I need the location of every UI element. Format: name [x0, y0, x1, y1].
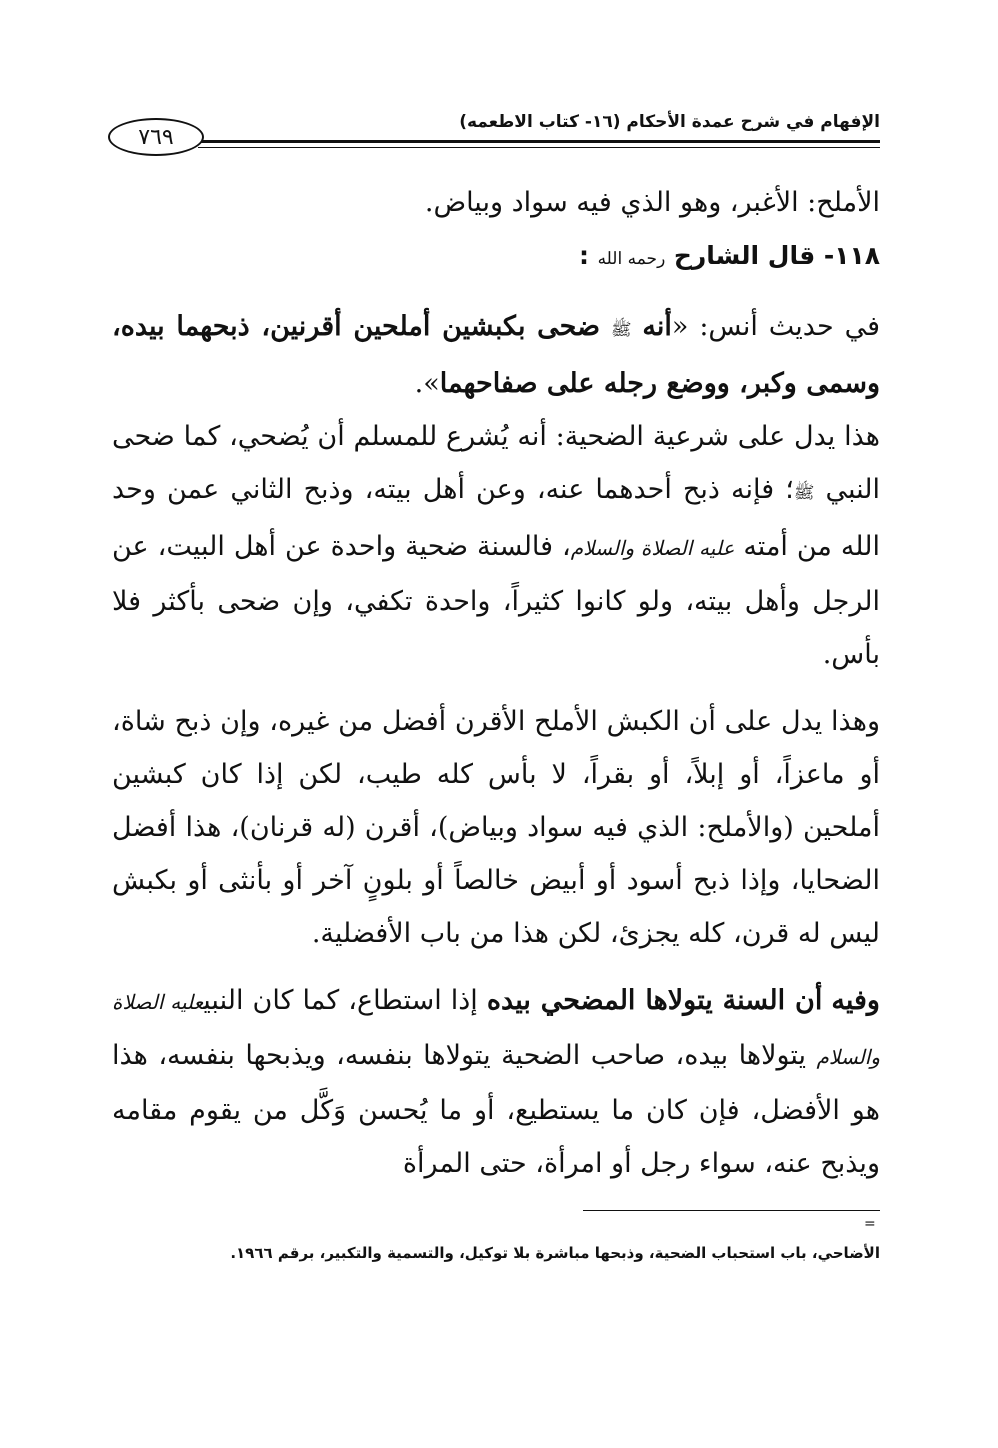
hadith-intro: في حديث أنس: « [671, 311, 880, 342]
explanation-b: ؛ فإنه ذبح أحدهما عنه، وعن أهل بيته، وذبح الثاني عمن وحد الله من أمته [112, 474, 880, 562]
footnote-continuation-mark: = [864, 1216, 876, 1232]
salla-glyph-2: ﷺ [793, 483, 815, 503]
paragraph-explanation [112, 410, 880, 681]
honorific-rahimahullah: رحمه الله [597, 249, 666, 269]
paragraph-best-sacrifice [112, 695, 880, 960]
heading-text: قال الشارح [673, 241, 816, 270]
paragraph-definition [112, 176, 880, 229]
hadith-text: ضحى بكبشين أملحين أقرنين، ذبحهما بيده، وسمى وكبر، ووضع رجله على صفاحهما [112, 311, 880, 399]
footnote-rule [583, 1210, 880, 1211]
paragraph-hadith [112, 300, 880, 410]
paragraph-self-slaughter [112, 974, 880, 1190]
footnote-text: الأضاحي، باب استحباب الضحية، وذبحها مباشرة بلا توكيل، والتسمية والتكبير، برقم ١٩٦٦. [230, 1244, 880, 1262]
page-number: ٧٦٩ [108, 118, 204, 156]
best-sacrifice-text: وهذا يدل على أن الكبش الأملح الأقرن أفضل من غيره، وإن ذبح شاة، أو ماعزاً، أو إبلاً، أو بقراً، لا بأس كله طيب، لكن إذا كان كبشين أملحين (والأملح: الذي فيه سواد وبياض)، أقرن (له قرنان)، هذا أفضل الضحايا، وإذا ذبح أسود أو أبيض خالصاً أو بلونٍ آخر أو بأنثى أو بكبش ليس له قرن، كله يجزئ، لكن هذا من باب الأفضلية. [112, 706, 880, 949]
self-slaughter-bold: أن السنة يتولاها المضحي بيده [486, 985, 823, 1016]
book-title: الإفهام في شرح عمدة الأحكام (١٦- كتاب الاطعمه) [459, 112, 880, 132]
heading-colon: : [578, 241, 589, 270]
self-slaughter-b: يتولاها بيده، صاحب الضحية يتولاها بنفسه، ويذبحها بنفسه، هذا هو الأفضل، فإن كان ما يستطيع، أو ما يُحسن وَكَّل من يقوم مقامه ويذبح عنه، سواء رجل أو امرأة، حتى المرأة [112, 1040, 880, 1179]
explanation-a: هذا يدل على شرعية الضحية: أنه يُشرع للمسلم أن يُضحي، كما ضحى النبي [112, 421, 880, 505]
self-slaughter-a: إذا استطاع، كما كان النبي [203, 985, 478, 1016]
page-body [112, 176, 880, 1190]
self-slaughter-lead: وفيه [831, 985, 880, 1016]
page-header [108, 108, 880, 158]
header-rule-thin [198, 147, 880, 148]
honorific-alayhi-salam: عليه الصلاة والسلام [570, 536, 735, 560]
hadith-close: ». [414, 368, 440, 399]
definition-text: الأملح: الأغبر، وهو الذي فيه سواد وبياض. [424, 187, 880, 218]
explanation-c: ، فالسنة ضحية واحدة عن أهل البيت، عن الرجل وأهل بيته، ولو كانوا كثيراً، واحدة تكفي، وإن ضحى بأكثر فلا بأس. [112, 531, 880, 670]
section-heading [112, 229, 880, 286]
honorific-alayhi-salam-2: عليه الصلاة والسلام [112, 990, 880, 1069]
heading-number: ١١٨- [823, 241, 880, 270]
salla-glyph: ﷺ [610, 320, 632, 340]
header-rule-thick [198, 140, 880, 143]
hadith-text-start: أنه [642, 311, 672, 342]
